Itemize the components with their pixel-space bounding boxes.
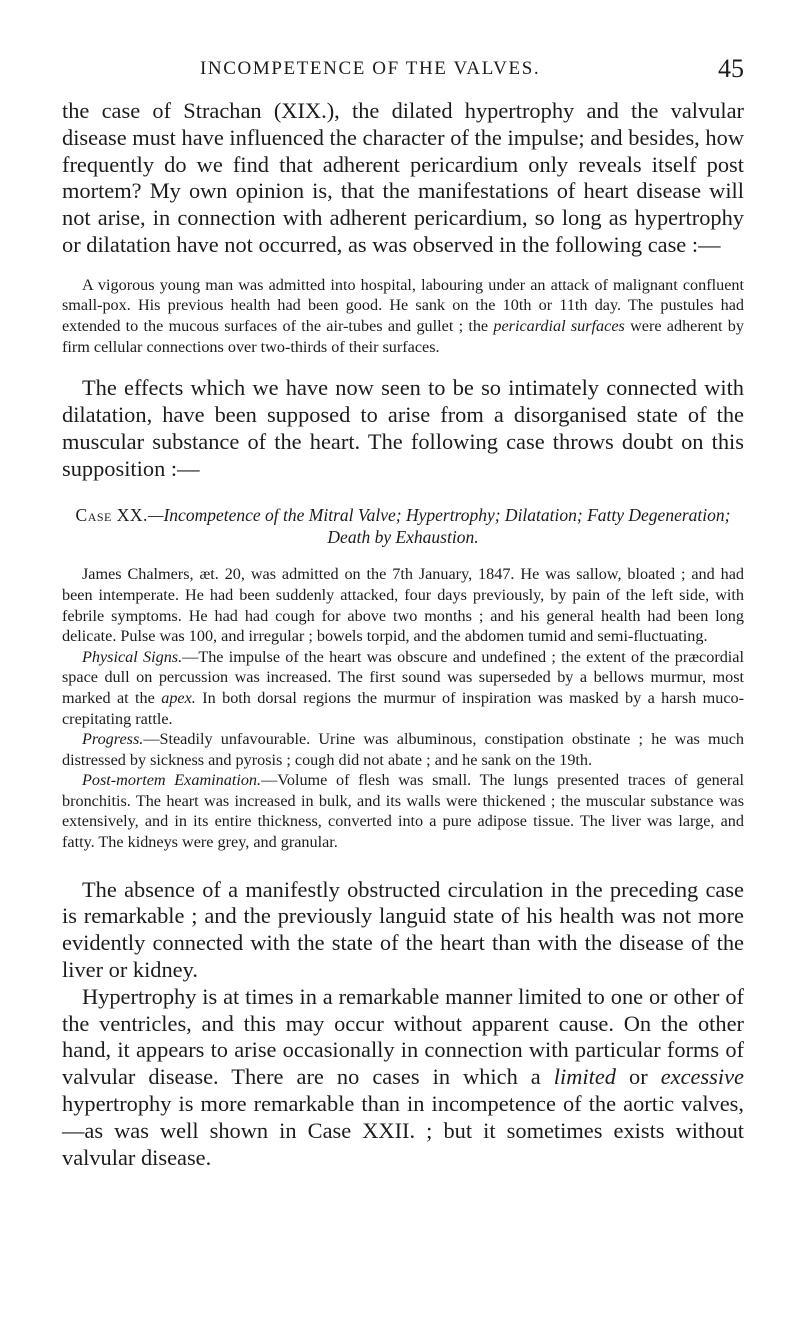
progress-text: —Steadily unfavourable. Urine was albuminous, constipation obstinate ; he was much distressed by sickness and pyrosis ; cough did not abate ; and he sank on the 19th. [62,730,744,769]
physical-signs-text: —The impulse of the heart was obscure and undefined ; the extent of the præcordial space dull on percussion was increased. The first sound was superseded by a bellows murmur, most marked at the [62,647,744,707]
hypertrophy-text: Hypertrophy is at times in a remarkable manner limited to one or other of the ventricles, and this may occur without apparent cause. On the other hand, it appears to arise occasionally in connection with particular forms of valvular disease. There are no cases in which a [62,983,744,1090]
post-mortem-text: —Volume of flesh was small. The lungs presented traces of general bronchitis. The heart was increased in bulk, and its walls were thickened ; the muscular substance was extensively, and in its entire thickness, converted into a pure adipose tissue. The liver was large, and fatty. The kidneys were grey, and granular. [62,771,744,852]
paragraph-absence-of-obstruction: The absence of a manifestly obstructed circulation in the preceding case is remarkable ; and the previously languid state of his health was not more evidently connected with the state of the heart than with the disease of the liver or kidney. [62,876,744,983]
smallpox-case-note [62,275,744,357]
pericardial-surfaces-emphasis: pericardial surfaces [493,316,625,335]
progress [62,729,744,770]
page-number: 45 [718,54,744,83]
paragraph-fatty-heart-intro: The effects which we have now seen to be so intimately connected with dilatation, have been supposed to arise from a disorganised state of the muscular substance of the heart. The following case throws doubt on this supposition :— [62,375,744,481]
paragraph-strachan-case: the case of Strachan (XIX.), the dilated hypertrophy and the valvular disease must have influenced the character of the impulse; and besides, how frequently do we find that adherent pericardium only reveals itself post mortem? My own opinion is, that the manifestations of heart disease will not arise, in connection with adherent pericardium, so long as hypertrophy or dilatation have not occurred, as was observed in the following case :— [62,98,744,257]
apex-emphasis: apex. [161,688,196,707]
hypertrophy-text-end: hypertrophy is more remarkable than in incompetence of the aortic valves,—as was well shown in Case XXII. ; but it sometimes exists without valvular disease. [62,1091,744,1170]
hypertrophy-text-or: or [615,1064,661,1090]
post-mortem [62,770,744,852]
physical-signs-label: Physical Signs. [82,647,183,666]
smallpox-case-text: A vigorous young man was admitted into hospital, labouring under an attack of malignant confluent small-pox. His previous health had been good. He sank on the 10th or 11th day. The pustules had extended to the mucous surfaces of the air-tubes and gullet ; the [62,275,744,335]
post-mortem-label: Post-mortem Examination. [82,771,262,790]
case-heading [62,504,744,548]
limited-emphasis: limited [553,1064,616,1090]
progress-label: Progress. [82,730,144,749]
physical-signs-text-end: In both dorsal regions the murmur of inspiration was masked by a harsh muco-crepitating rattle. [62,688,745,728]
case-history: James Chalmers, æt. 20, was admitted on the 7th January, 1847. He was sallow, bloated ; and had been intemperate. He had been suddenly attacked, four days previously, by pain of the left side, with febrile symptoms. He had had cough for above two months ; and his general health had been long delicate. Pulse was 100, and irregular ; bowels torpid, and the abdomen tumid and semi-fluctuating. [62,565,744,646]
excessive-emphasis: excessive [660,1064,744,1090]
book-page [62,54,745,1171]
physical-signs [62,647,744,729]
paragraph-limited-hypertrophy [62,984,744,1172]
smallpox-case-text-end: were adherent by firm cellular connections over two-thirds of their surfaces. [62,316,744,356]
page-header [62,54,744,98]
running-head: INCOMPETENCE OF THE VALVES. [200,58,541,79]
case-title: —Incompetence of the Mitral Valve; Hypertrophy; Dilatation; Fatty Degeneration; Death by Exhaustion. [147,505,731,548]
case-label: Case XX. [75,505,148,526]
